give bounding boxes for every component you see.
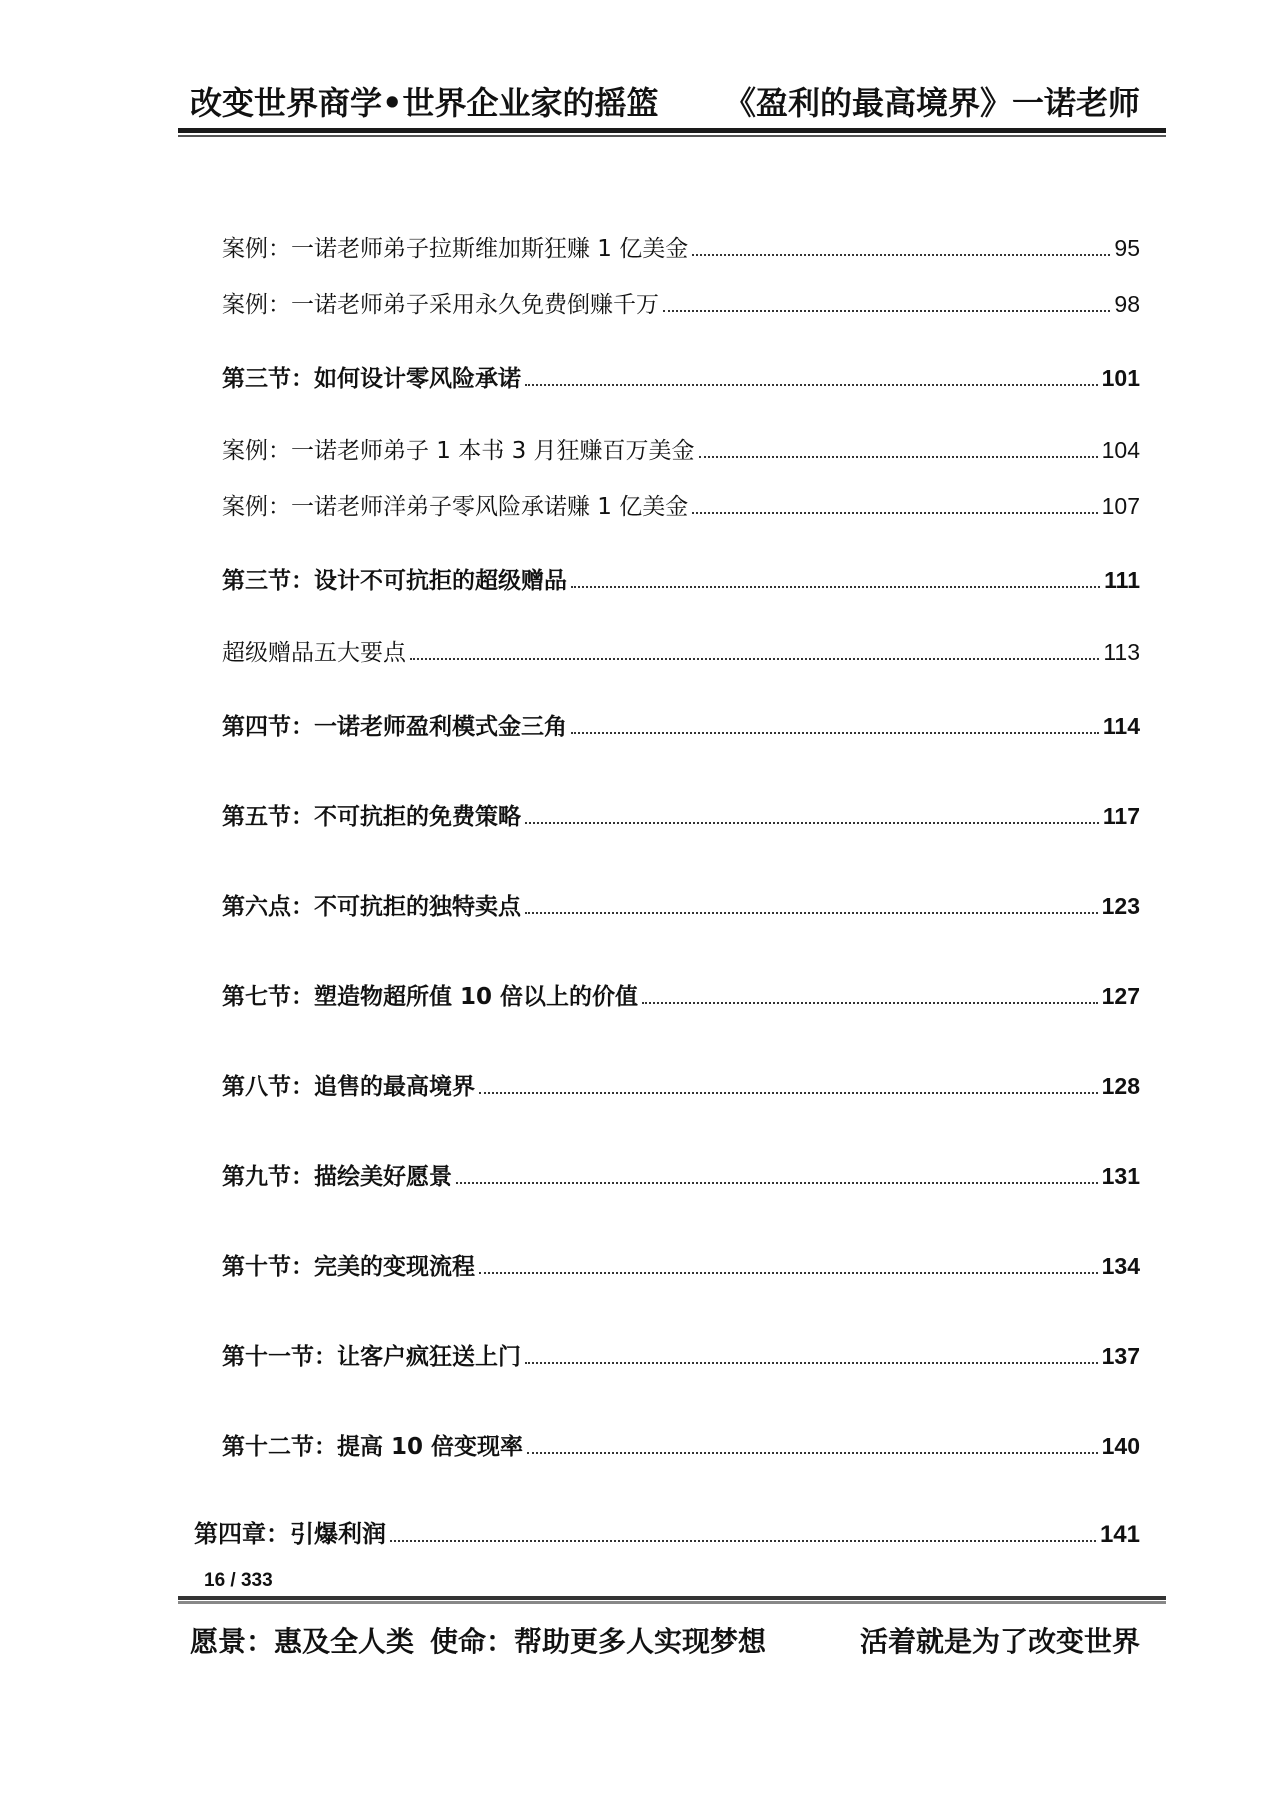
toc-entry-page: 114	[1102, 713, 1140, 739]
toc-entry-label: 超级赠品五大要点	[222, 640, 406, 666]
toc-entry-label: 第十二节：提高 10 倍变现率	[222, 1434, 524, 1460]
dot-leader	[571, 708, 1099, 734]
toc-entry[interactable]	[222, 1248, 1140, 1282]
toc-entry[interactable]	[222, 888, 1140, 922]
toc-entry-label: 第三节：设计不可抗拒的超级赠品	[222, 568, 567, 594]
toc-entry[interactable]	[222, 230, 1140, 264]
toc-entry-page: 127	[1101, 983, 1140, 1009]
toc-entry-page: 131	[1101, 1163, 1140, 1189]
toc-entry-label: 第九节：描绘美好愿景	[222, 1164, 452, 1190]
toc-entry-page: 140	[1101, 1433, 1140, 1459]
footer-mission: 使命：帮助更多人实现梦想	[430, 1625, 767, 1658]
toc-entry[interactable]	[222, 1068, 1140, 1102]
toc-entry[interactable]	[222, 798, 1140, 832]
toc-entry-label: 第八节：追售的最高境界	[222, 1074, 475, 1100]
toc-entry[interactable]	[222, 1428, 1140, 1462]
footer-rule-thin	[178, 1601, 1166, 1604]
toc-entry-label: 案例：一诺老师洋弟子零风险承诺赚 1 亿美金	[222, 494, 689, 520]
toc-entry-label: 案例：一诺老师弟子 1 本书 3 月狂赚百万美金	[222, 438, 695, 464]
toc-entry-page: 117	[1102, 803, 1140, 829]
toc-entry-label: 第四节：一诺老师盈利模式金三角	[222, 714, 567, 740]
toc-entry-page: 98	[1114, 291, 1140, 317]
dot-leader	[527, 1428, 1098, 1454]
toc-entry-label: 案例：一诺老师弟子拉斯维加斯狂赚 1 亿美金	[222, 236, 689, 262]
toc-entry[interactable]	[222, 360, 1140, 394]
toc-entry-label: 第十一节：让客户疯狂送上门	[222, 1344, 521, 1370]
dot-leader	[456, 1158, 1098, 1184]
toc-entry-page: 104	[1101, 437, 1140, 463]
toc-entry[interactable]	[222, 1158, 1140, 1192]
dot-leader	[692, 230, 1110, 256]
footer-vision: 愿景：惠及全人类	[190, 1625, 415, 1658]
toc-entry-label: 第三节：如何设计零风险承诺	[222, 366, 521, 392]
toc-chapter-entry[interactable]	[194, 1516, 1140, 1550]
toc-entry[interactable]	[222, 432, 1140, 466]
toc-entry[interactable]	[222, 562, 1140, 596]
dot-leader	[692, 488, 1097, 514]
footer-rule	[178, 1596, 1166, 1600]
toc-entry-page: 95	[1114, 235, 1140, 261]
toc-entry[interactable]	[222, 634, 1140, 668]
toc-entry-page: 128	[1101, 1073, 1140, 1099]
page-number: 16 / 333	[204, 1570, 273, 1591]
dot-leader	[525, 1338, 1098, 1364]
toc-entry-label: 第七节：塑造物超所值 10 倍以上的价值	[222, 984, 639, 1010]
toc-entry-label: 案例：一诺老师弟子采用永久免费倒赚千万	[222, 292, 659, 318]
dot-leader	[525, 360, 1098, 386]
toc-entry-label: 第五节：不可抗拒的免费策略	[222, 804, 521, 830]
toc-entry-page: 134	[1101, 1253, 1140, 1279]
dot-leader	[571, 562, 1100, 588]
toc-entry-page: 111	[1104, 567, 1140, 593]
header-book-title: 《盈利的最高境界》一诺老师	[723, 84, 1140, 122]
dot-leader	[642, 978, 1098, 1004]
toc-entry-label: 第四章：引爆利润	[194, 1520, 386, 1548]
toc-entry[interactable]	[222, 708, 1140, 742]
toc-entry-page: 137	[1101, 1343, 1140, 1369]
toc-entry-page: 101	[1101, 365, 1140, 391]
toc-entry-label: 第十节：完美的变现流程	[222, 1254, 475, 1280]
dot-leader	[699, 432, 1098, 458]
dot-leader	[663, 286, 1110, 312]
footer-motto: 活着就是为了改变世界	[859, 1625, 1140, 1658]
toc-entry[interactable]	[222, 286, 1140, 320]
toc-entry-label: 第六点：不可抗拒的独特卖点	[222, 894, 521, 920]
dot-leader	[479, 1248, 1098, 1274]
toc-entry[interactable]	[222, 488, 1140, 522]
dot-leader	[410, 634, 1099, 660]
dot-leader	[525, 798, 1099, 824]
dot-leader	[525, 888, 1098, 914]
toc-entry[interactable]	[222, 978, 1140, 1012]
dot-leader	[390, 1516, 1096, 1542]
header-left-title: 改变世界商学•世界企业家的摇篮	[190, 84, 659, 122]
toc-entry-page: 123	[1101, 893, 1140, 919]
page-footer	[190, 1620, 1140, 1664]
toc-entry-page: 107	[1101, 493, 1140, 519]
toc-entry-page: 141	[1099, 1521, 1140, 1548]
toc-entry[interactable]	[222, 1338, 1140, 1372]
dot-leader	[479, 1068, 1098, 1094]
toc-entry-page: 113	[1103, 639, 1140, 665]
